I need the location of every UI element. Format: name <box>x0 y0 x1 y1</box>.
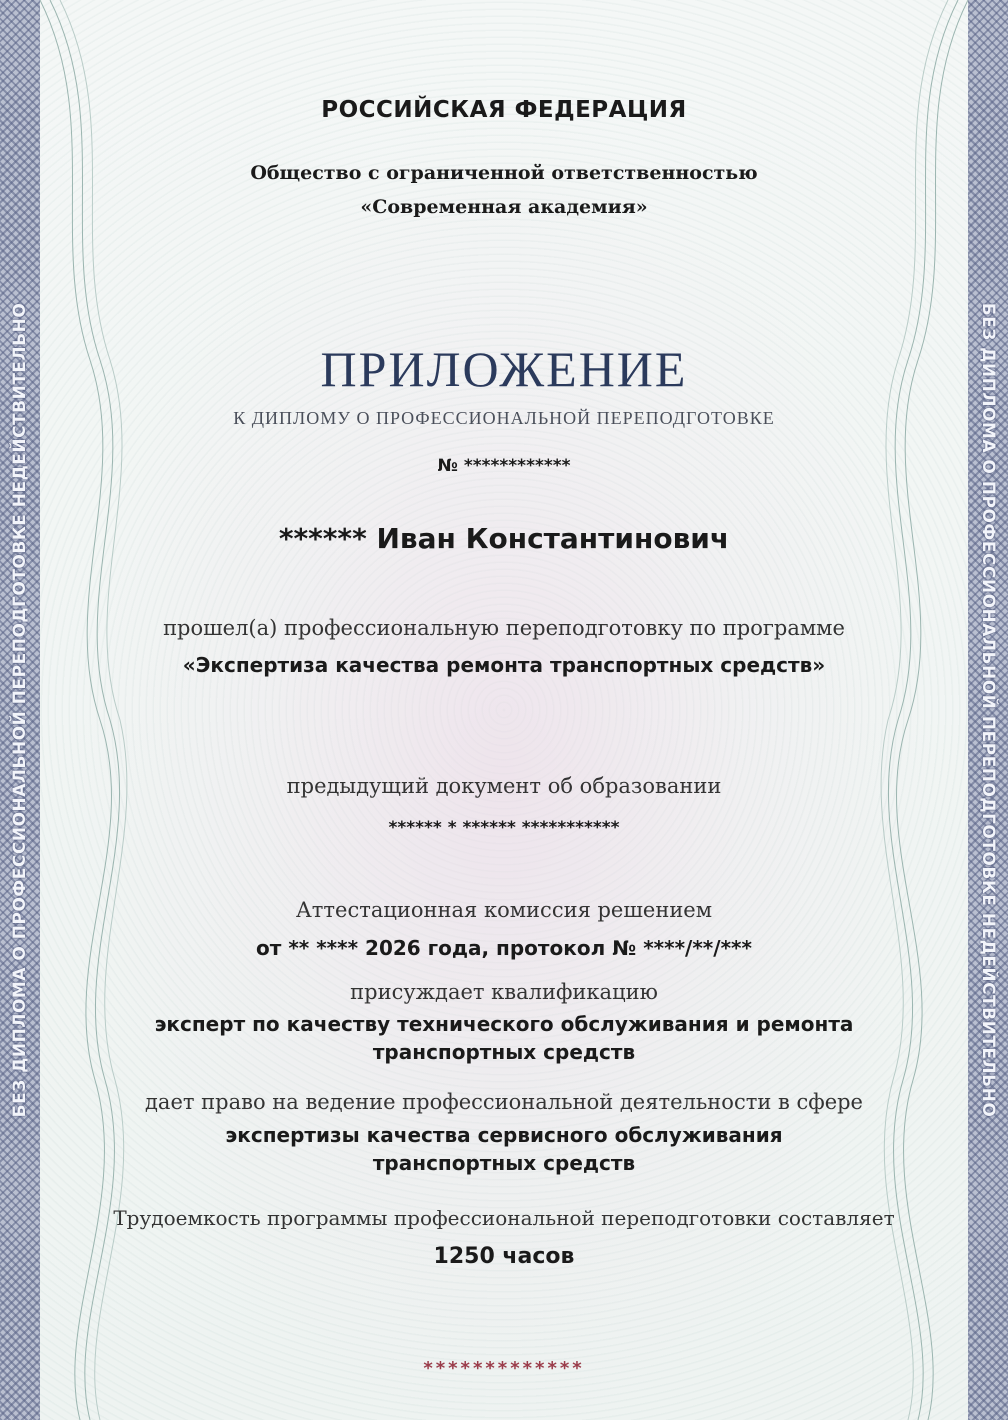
previous-document-value: ****** * ****** *********** <box>388 818 620 838</box>
organization-type: Общество с ограниченной ответственностью <box>250 162 758 184</box>
qualification-line-1: эксперт по качеству технического обслуживания и ремонта <box>154 1012 854 1036</box>
right-intro: дает право на ведение профессиональной деятельности в сфере <box>145 1090 863 1114</box>
commission-decision: от ** **** 2026 года, протокол № ****/**/*** <box>256 936 752 960</box>
serial-number: ************* <box>423 1358 585 1379</box>
country-heading: РОССИЙСКАЯ ФЕДЕРАЦИЯ <box>321 97 687 123</box>
document-title: ПРИЛОЖЕНИЕ <box>320 341 688 397</box>
previous-document-label: предыдущий документ об образовании <box>286 774 722 798</box>
document-number: № ************ <box>437 456 571 476</box>
program-intro: прошел(а) профессиональную переподготовку по программе <box>163 616 845 640</box>
right-line-1: экспертизы качества сервисного обслуживания <box>225 1123 783 1147</box>
left-border-text: БЕЗ ДИПЛОМА О ПРОФЕССИОНАЛЬНОЙ ПЕРЕПОДГОТОВКЕ НЕДЕЙСТВИТЕЛЬНО <box>10 302 30 1118</box>
qualification-intro: присуждает квалификацию <box>350 980 658 1004</box>
right-line-2: транспортных средств <box>372 1151 636 1175</box>
labor-intro: Трудоемкость программы профессиональной переподготовки составляет <box>113 1206 895 1230</box>
document-subtitle: К ДИПЛОМУ О ПРОФЕССИОНАЛЬНОЙ ПЕРЕПОДГОТОВКЕ <box>233 408 775 428</box>
program-name: «Экспертиза качества ремонта транспортных средств» <box>182 653 826 677</box>
qualification-line-2: транспортных средств <box>372 1040 636 1064</box>
holder-name: ****** Иван Константинович <box>278 522 730 555</box>
commission-label: Аттестационная комиссия решением <box>295 898 713 922</box>
organization-name: «Современная академия» <box>360 196 648 218</box>
right-border-text: БЕЗ ДИПЛОМА О ПРОФЕССИОНАЛЬНОЙ ПЕРЕПОДГОТОВКЕ НЕДЕЙСТВИТЕЛЬНО <box>978 302 998 1118</box>
labor-hours: 1250 часов <box>433 1244 575 1269</box>
